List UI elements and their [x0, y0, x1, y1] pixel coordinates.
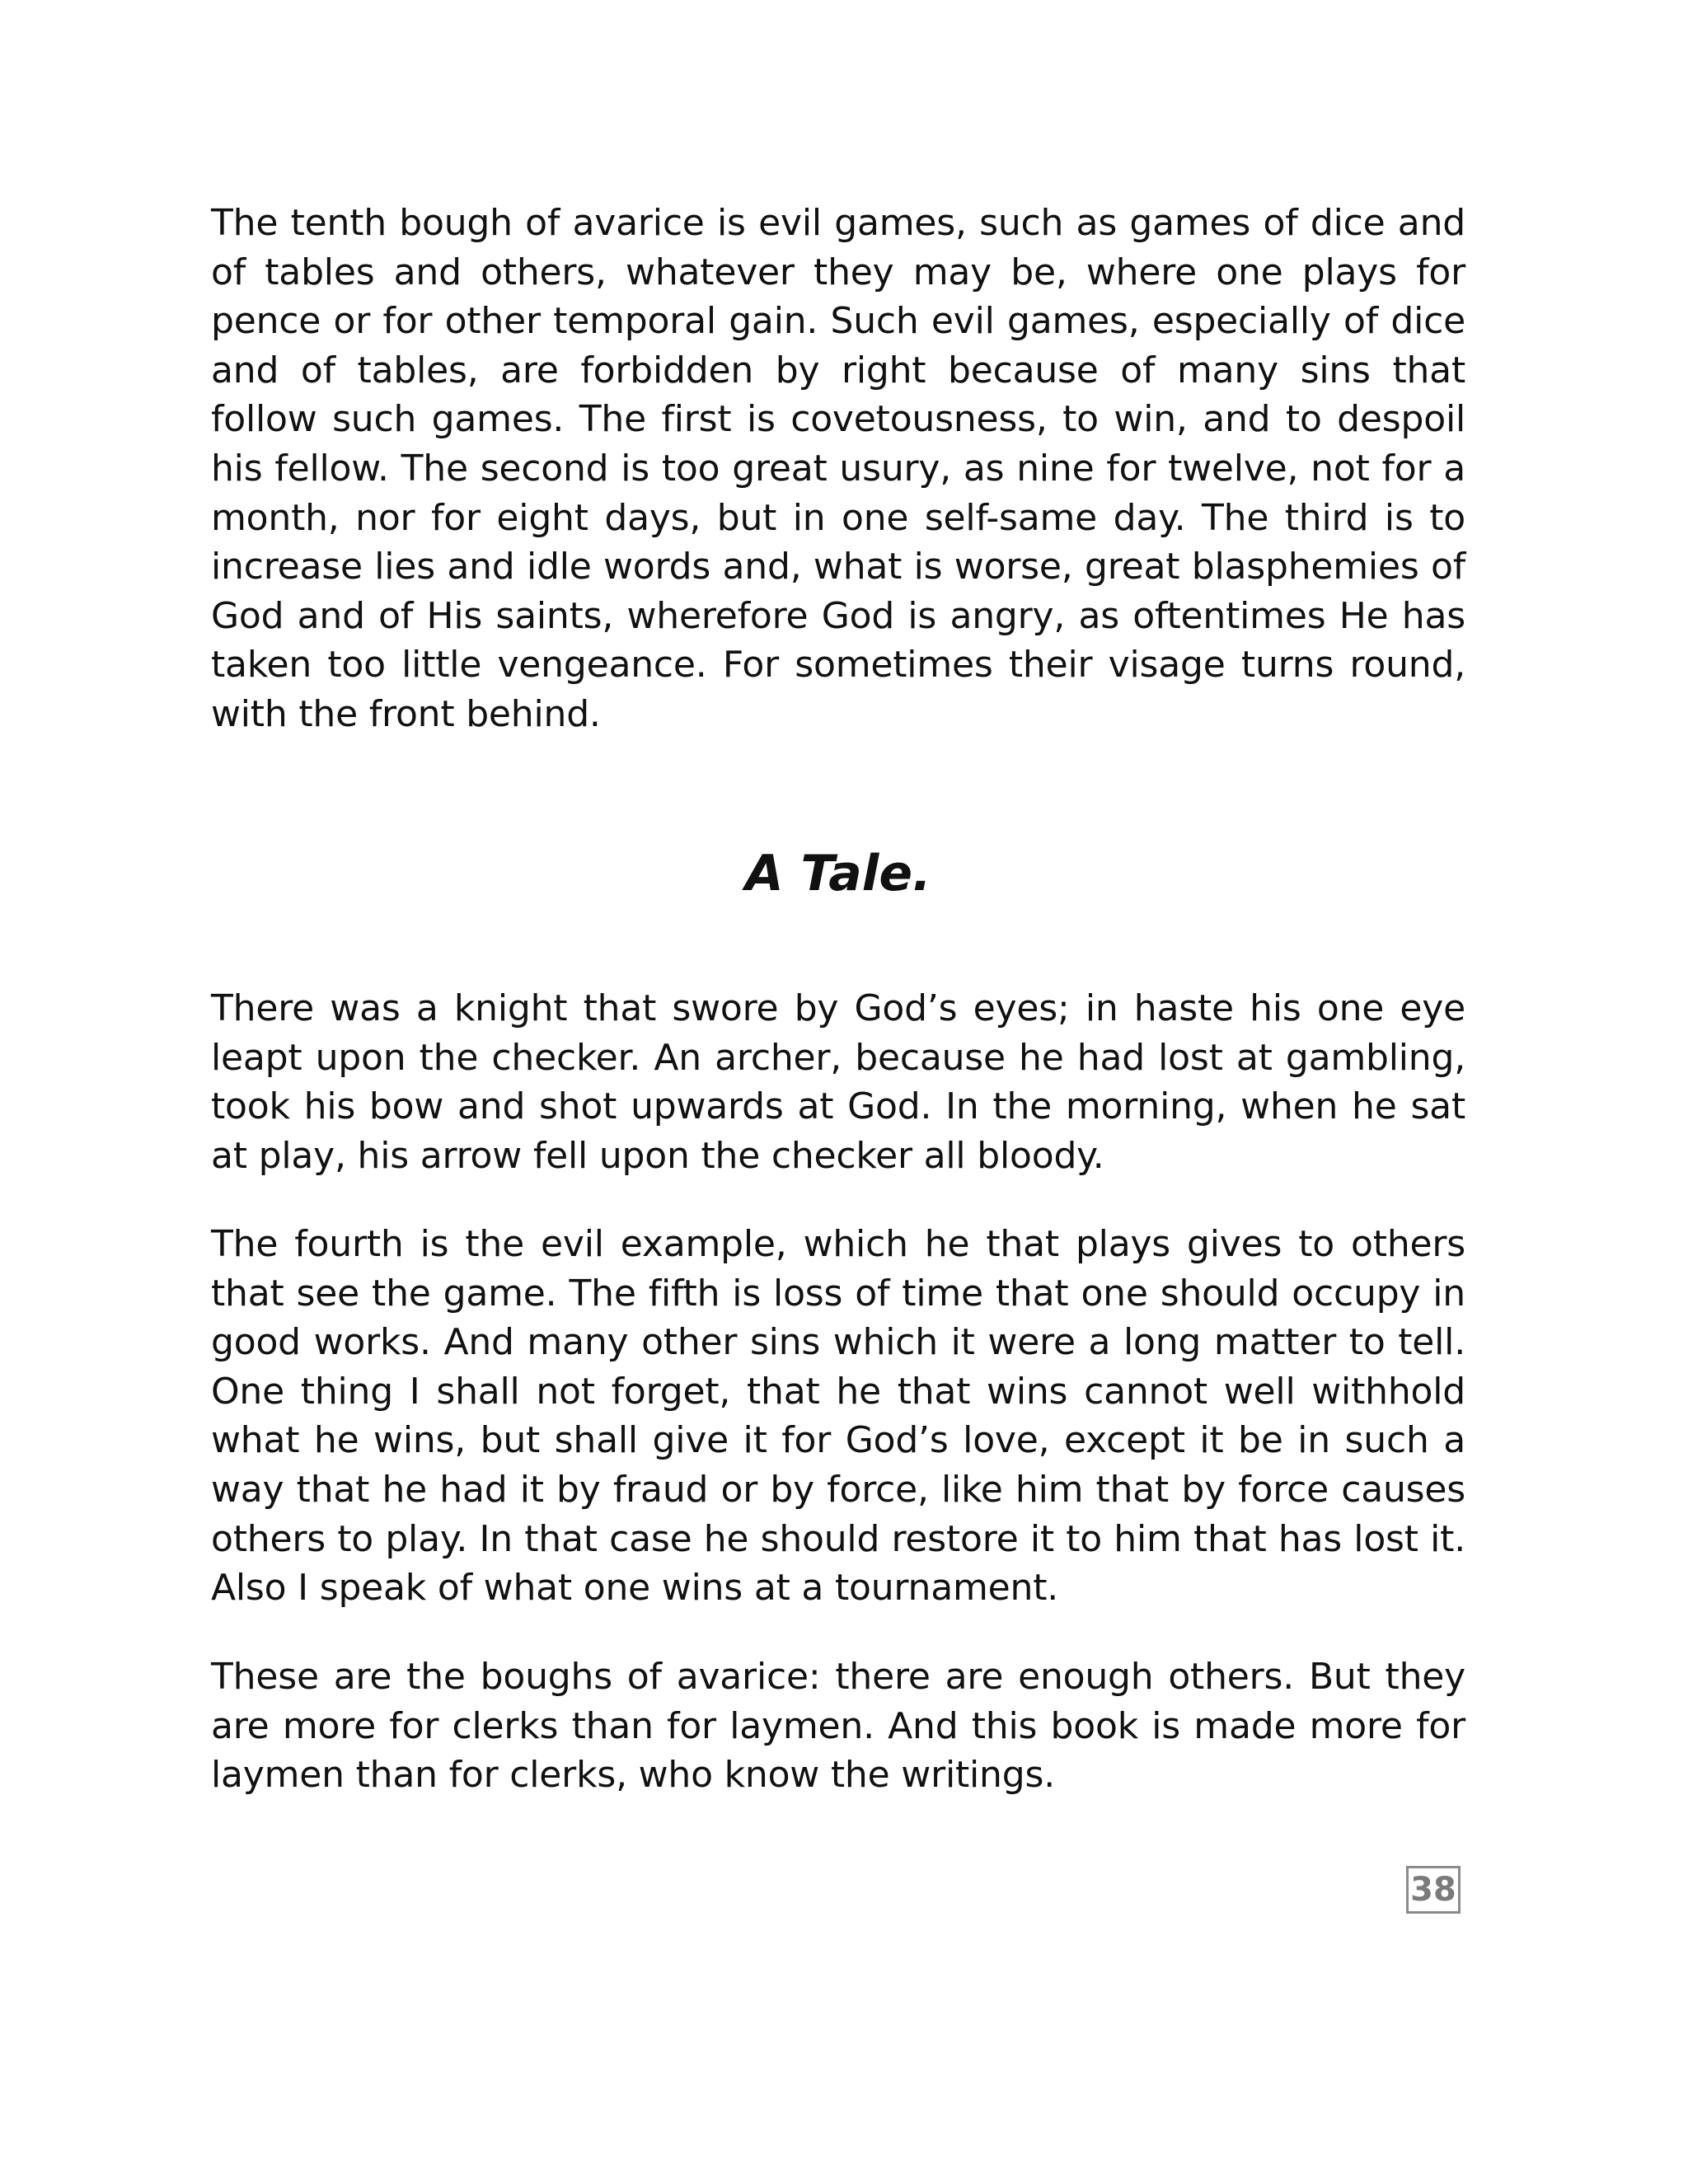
paragraph-tale: There was a knight that swore by God’s eyes; in haste his one eye leapt upon the checker. An archer, because he had lost at gambling, took his bow and shot upwards at God. In the morning, when he sat at play, his arrow fell upon the checker all bloody. — [211, 987, 1465, 1177]
paragraph-boughs-of-avarice: These are the boughs of avarice: there are enough others. But they are more for clerks than for laymen. And this book is made more for laymen than for clerks, who know the writings. — [211, 1656, 1465, 1797]
page-number: 38 — [1406, 1866, 1461, 1914]
section-heading: A Tale. — [745, 845, 931, 902]
paragraph-fourth-fifth: The fourth is the evil example, which he that plays gives to others that see the game. The fifth is loss of time that one should occupy in good works. And many other sins which it were a long matter to tell. One thing I shall not forget, that he that wins cannot well withhold what he wins, but shall give it for God’s love, except it be in such a way that he had it by fraud or by force, like him that by force causes others to play. In that case he should restore it to him that has lost it. Also I speak of what one wins at a tournament. — [211, 1223, 1465, 1610]
paragraph-avarice-games: The tenth bough of avarice is evil games, such as games of dice and of tables and others, whatever they may be, where one plays for pence or for other temporal gain. Such evil games, especially of dice and of tables, are forbidden by right because of many sins that follow such games. The first is covetousness, to win, and to despoil his fellow. The second is too great usury, as nine for twelve, not for a month, nor for eight days, but in one self-same day. The third is to increase lies and idle words and, what is worse, great blasphemies of God and of His saints, wherefore God is angry, as oftentimes He has taken too little vengeance. For sometimes their visage turns round, with the front behind. — [211, 202, 1465, 735]
